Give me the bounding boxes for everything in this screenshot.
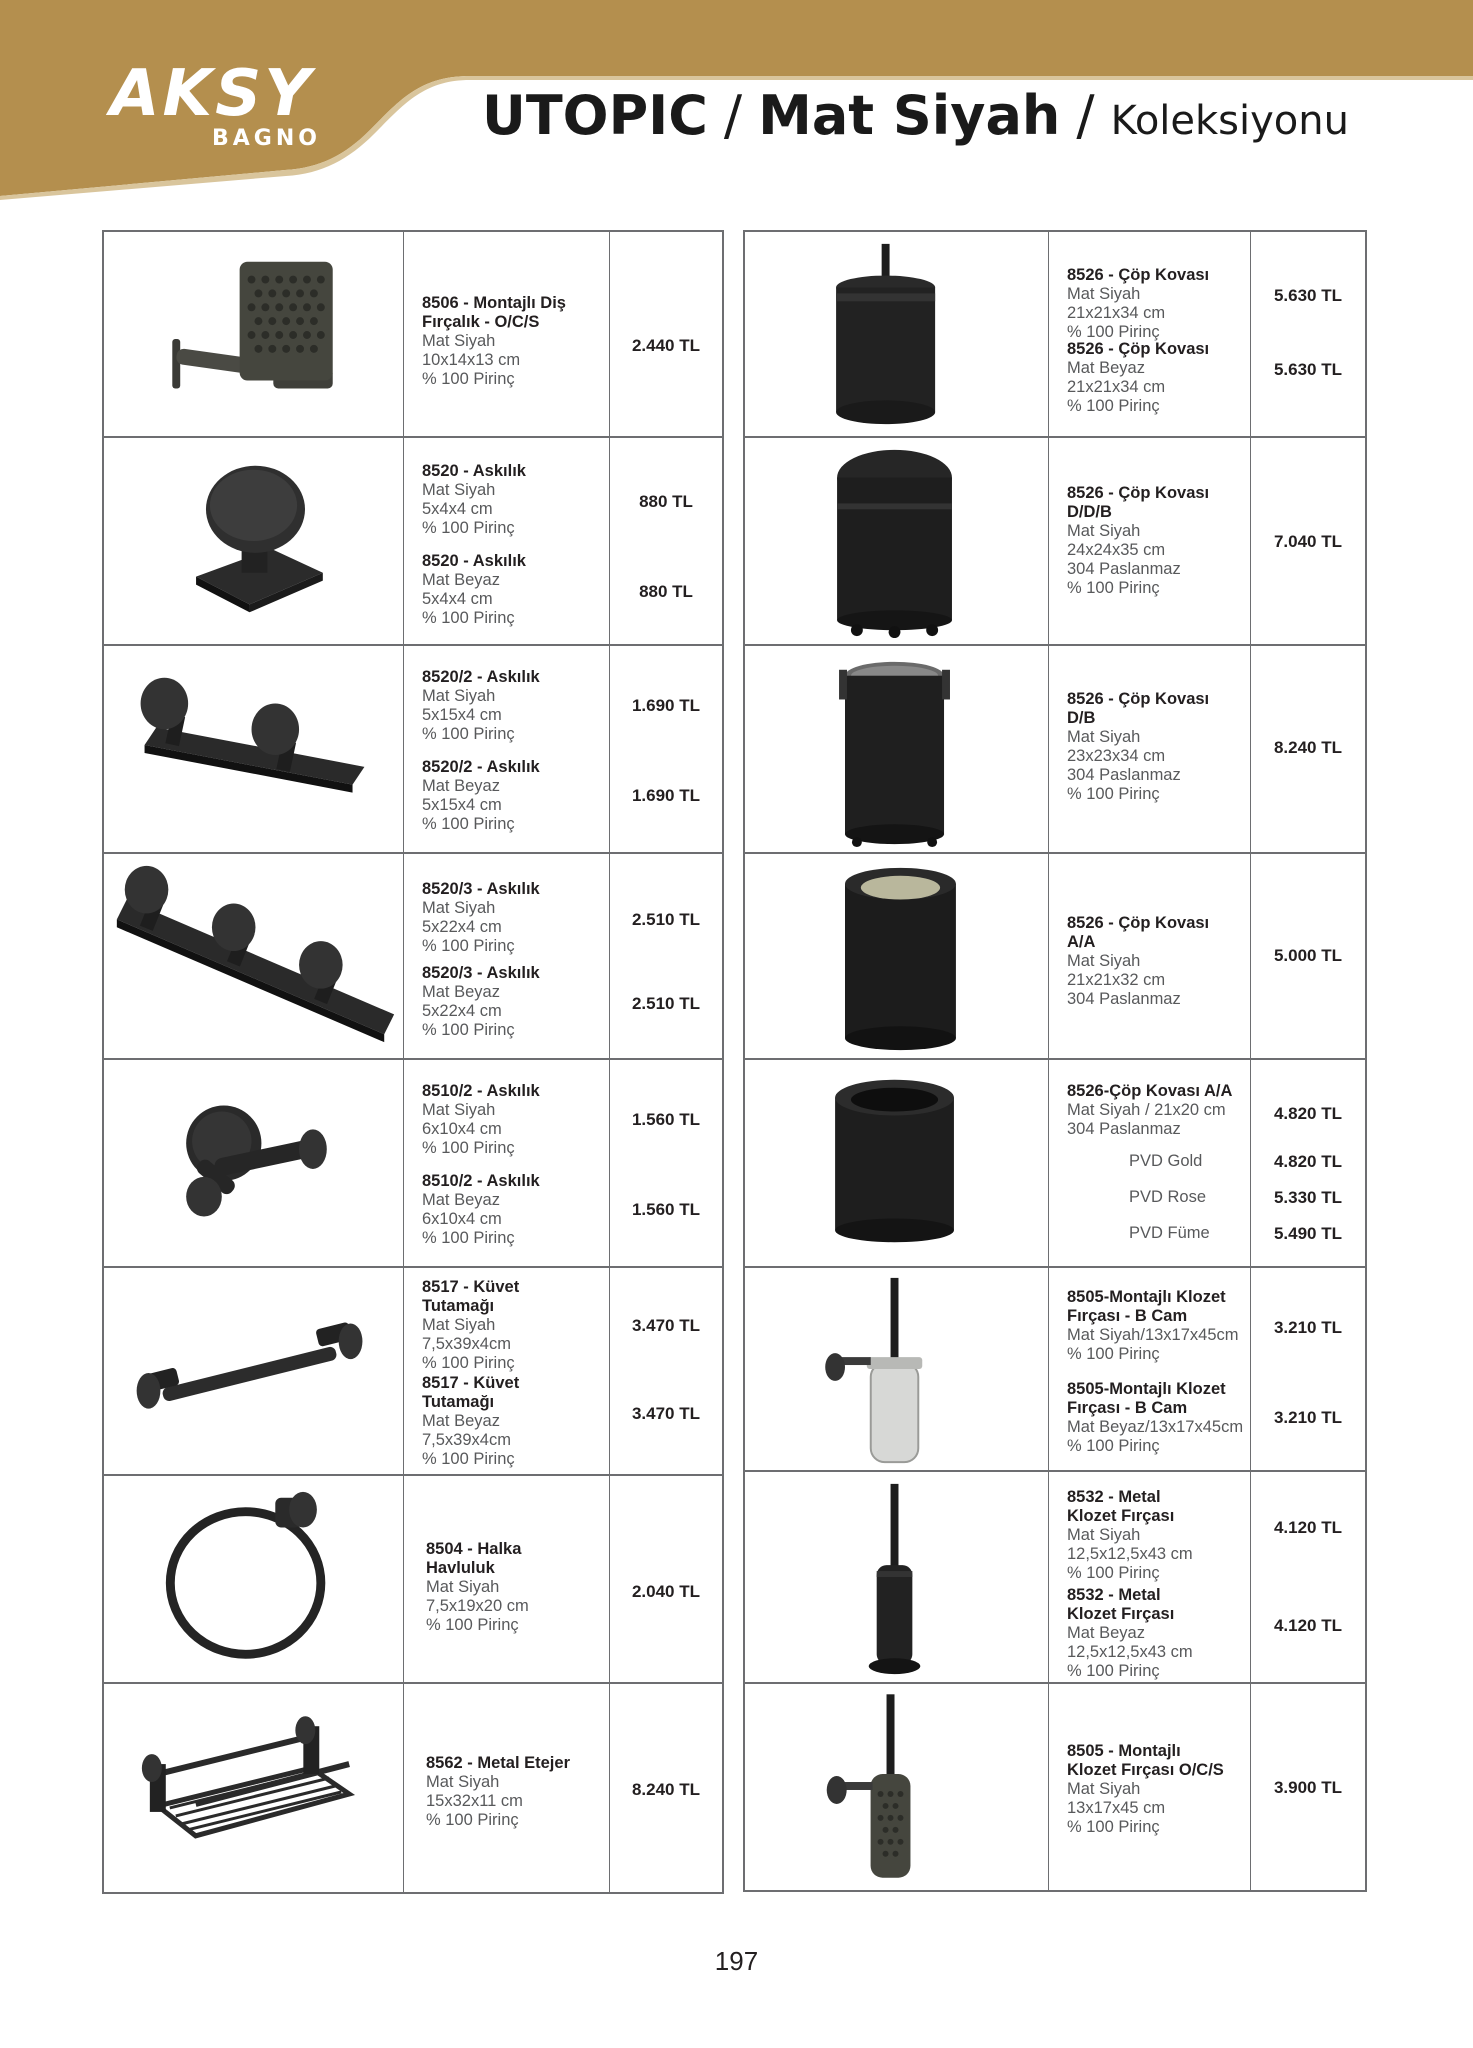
- product-price-cell: [1251, 232, 1365, 436]
- product-price: 2.510 TL: [631, 910, 701, 929]
- product-finish: Mat Siyah: [422, 899, 496, 917]
- product-text-cell: [404, 232, 610, 436]
- product-price: 1.690 TL: [631, 786, 701, 805]
- product-price: 8.240 TL: [1273, 738, 1343, 757]
- product-info: [1067, 484, 1246, 598]
- product-dimensions: 15x32x11 cm: [426, 1792, 523, 1810]
- brand-sub: BAGNO: [212, 126, 321, 151]
- product-finish: Mat Siyah: [1067, 1526, 1141, 1544]
- product-name: A/A: [1067, 933, 1096, 951]
- product-name: Klozet Fırçası: [1067, 1507, 1175, 1525]
- product-dimensions: 21x21x34 cm: [1067, 304, 1166, 322]
- variant-label: PVD Gold: [1129, 1152, 1203, 1170]
- product-dimensions: 6x10x4 cm: [422, 1120, 502, 1138]
- product-name: 8526 - Çöp Kovası: [1067, 340, 1210, 358]
- product-price: 3.470 TL: [631, 1404, 701, 1423]
- product-info: [1067, 1288, 1246, 1364]
- grab-bar-icon: [104, 1268, 403, 1474]
- product-price-cell: [610, 438, 722, 644]
- product-dimensions: 5x22x4 cm: [422, 1002, 502, 1020]
- product-material: % 100 Pirinç: [1067, 397, 1160, 415]
- product-finish: Mat Siyah: [422, 1101, 496, 1119]
- product-name: 8505-Montajlı Klozet: [1067, 1288, 1226, 1306]
- variant-label: PVD Rose: [1129, 1188, 1207, 1206]
- product-finish: Mat Siyah / 21x20 cm: [1067, 1101, 1226, 1119]
- product-material: % 100 Pirinç: [1067, 1345, 1160, 1363]
- product-finish: Mat Siyah: [1067, 285, 1141, 303]
- product-text-cell: [1049, 438, 1251, 644]
- product-info: [422, 964, 605, 1040]
- product-dimensions: 5x15x4 cm: [422, 796, 502, 814]
- product-dimensions: 5x4x4 cm: [422, 590, 493, 608]
- product-finish: Mat Beyaz: [1067, 359, 1145, 377]
- product-price: 5.000 TL: [1273, 946, 1343, 965]
- swing-lid-bin-icon: [745, 438, 1048, 644]
- towel-ring-icon: [104, 1476, 403, 1682]
- product-price: 3.470 TL: [631, 1316, 701, 1335]
- product-price-cell: [1251, 1472, 1365, 1682]
- product-finish: Mat Beyaz/13x17x45cm: [1067, 1418, 1244, 1436]
- freestanding-toilet-brush-icon: [745, 1472, 1048, 1682]
- product-row: [745, 232, 1365, 438]
- triple-hook-icon: [104, 854, 403, 1058]
- glass-toilet-brush-icon: [745, 1268, 1048, 1470]
- product-name: Fırçası - B Cam: [1067, 1399, 1188, 1417]
- product-material: 304 Paslanmaz: [1067, 766, 1181, 784]
- brand-logo: [100, 57, 340, 162]
- product-name: 8532 - Metal: [1067, 1488, 1161, 1506]
- product-text-cell: [1049, 1060, 1251, 1266]
- product-material: % 100 Pirinç: [422, 1021, 515, 1039]
- product-name: 8505 - Montajlı: [1067, 1742, 1181, 1760]
- product-text-cell: [404, 1060, 610, 1266]
- product-material: % 100 Pirinç: [422, 519, 515, 537]
- product-name: Tutamağı: [422, 1297, 495, 1315]
- product-info: [426, 1754, 605, 1830]
- product-row: [104, 438, 722, 646]
- product-price-cell: [1251, 854, 1365, 1058]
- robe-hook-icon: [104, 1060, 403, 1266]
- product-info: [1067, 690, 1246, 804]
- product-table-right: [743, 230, 1367, 1892]
- product-name: 8526 - Çöp Kovası: [1067, 690, 1210, 708]
- product-image: [745, 438, 1049, 644]
- product-row: [104, 232, 722, 438]
- product-text-cell: [1049, 854, 1251, 1058]
- product-row: [104, 1268, 722, 1476]
- product-finish: Mat Beyaz: [422, 1191, 500, 1209]
- product-finish: Mat Siyah: [422, 1316, 496, 1334]
- product-name: 8520/3 - Askılık: [422, 964, 540, 982]
- product-finish: Mat Siyah: [426, 1578, 500, 1596]
- page-header: [0, 0, 1473, 200]
- product-info: [422, 294, 605, 389]
- product-info: [1067, 340, 1246, 416]
- product-info: [422, 668, 605, 744]
- product-finish: Mat Siyah: [422, 481, 496, 499]
- product-name: 8506 - Montajlı Diş: [422, 294, 566, 312]
- product-material: % 100 Pirinç: [422, 370, 515, 388]
- product-image: [104, 1476, 404, 1682]
- page-title: [482, 84, 1349, 154]
- product-finish: Mat Siyah: [1067, 952, 1141, 970]
- product-name: 8526 - Çöp Kovası: [1067, 484, 1210, 502]
- product-price: 7.040 TL: [1273, 532, 1343, 551]
- product-material: % 100 Pirinç: [1067, 1437, 1160, 1455]
- product-row: [745, 854, 1365, 1060]
- product-price-cell: [610, 854, 722, 1058]
- product-info: [1067, 1742, 1246, 1837]
- product-finish: Mat Beyaz: [422, 983, 500, 1001]
- product-dimensions: 5x4x4 cm: [422, 500, 493, 518]
- product-name: 8510/2 - Askılık: [422, 1082, 540, 1100]
- product-material: % 100 Pirinç: [422, 725, 515, 743]
- open-bin-icon: [745, 854, 1048, 1058]
- product-info: [422, 1278, 605, 1373]
- product-text-cell: [404, 1268, 610, 1474]
- product-material: % 100 Pirinç: [426, 1616, 519, 1634]
- product-name: D/D/B: [1067, 503, 1112, 521]
- open-cylinder-bin-icon: [745, 1060, 1048, 1266]
- product-price-cell: [1251, 1268, 1365, 1470]
- product-name: 8526 - Çöp Kovası: [1067, 914, 1210, 932]
- product-price: 3.210 TL: [1273, 1318, 1343, 1337]
- product-name: 8517 - Küvet: [422, 1374, 520, 1392]
- double-hook-icon: [104, 646, 403, 852]
- product-name: Klozet Fırçası O/C/S: [1067, 1761, 1224, 1779]
- product-text-cell: [404, 438, 610, 644]
- product-finish: Mat Beyaz: [422, 1412, 500, 1430]
- product-price: 3.900 TL: [1273, 1778, 1343, 1797]
- product-material: % 100 Pirinç: [422, 815, 515, 833]
- product-image: [745, 1472, 1049, 1682]
- product-row: [104, 1476, 722, 1684]
- product-price: 880 TL: [639, 582, 693, 601]
- product-price: 1.560 TL: [631, 1110, 701, 1129]
- product-price-cell: [1251, 1684, 1365, 1890]
- product-material: 304 Paslanmaz: [1067, 1120, 1181, 1138]
- product-dimensions: 6x10x4 cm: [422, 1210, 502, 1228]
- product-price: 880 TL: [639, 492, 693, 511]
- product-row: [745, 646, 1365, 854]
- product-finish: Mat Beyaz: [422, 571, 500, 589]
- product-price: 1.690 TL: [631, 696, 701, 715]
- wall-toilet-brush-icon: [745, 1684, 1048, 1890]
- single-hook-icon: [104, 438, 403, 644]
- product-dimensions: 13x17x45 cm: [1067, 1799, 1166, 1817]
- product-material: % 100 Pirinç: [1067, 579, 1160, 597]
- product-image: [104, 438, 404, 644]
- product-info: [1067, 1082, 1246, 1139]
- product-finish: Mat Beyaz: [422, 777, 500, 795]
- product-row: [104, 646, 722, 854]
- product-price: 1.560 TL: [631, 1200, 701, 1219]
- product-row: [745, 1472, 1365, 1684]
- product-image: [745, 1060, 1049, 1266]
- product-row: [104, 1060, 722, 1268]
- product-image: [104, 1060, 404, 1266]
- product-info: [1067, 266, 1246, 342]
- finish-name: Mat Siyah: [758, 84, 1061, 147]
- product-finish: Mat Siyah: [422, 332, 496, 350]
- product-material: % 100 Pirinç: [422, 937, 515, 955]
- product-price-cell: [1251, 438, 1365, 644]
- product-dimensions: 5x22x4 cm: [422, 918, 502, 936]
- product-name: D/B: [1067, 709, 1096, 727]
- product-material: 304 Paslanmaz: [1067, 990, 1181, 1008]
- product-text-cell: [1049, 1684, 1251, 1890]
- product-image: [745, 646, 1049, 852]
- product-price-cell: [610, 1060, 722, 1266]
- brand-name: AKSY: [110, 57, 314, 131]
- product-dimensions: 21x21x34 cm: [1067, 378, 1166, 396]
- product-dimensions: 12,5x12,5x43 cm: [1067, 1545, 1193, 1563]
- product-image: [104, 646, 404, 852]
- product-name: Fırçalık - O/C/S: [422, 313, 540, 331]
- product-row: [745, 1268, 1365, 1472]
- product-material: % 100 Pirinç: [426, 1811, 519, 1829]
- variant-price: 4.820 TL: [1273, 1152, 1343, 1171]
- product-price: 4.820 TL: [1273, 1104, 1343, 1123]
- product-image: [104, 854, 404, 1058]
- product-name: 8520/2 - Askılık: [422, 668, 540, 686]
- product-info: [1067, 1488, 1246, 1583]
- product-price: 5.630 TL: [1273, 360, 1343, 379]
- product-price: 3.210 TL: [1273, 1408, 1343, 1427]
- product-row: [745, 1060, 1365, 1268]
- product-name: 8505-Montajlı Klozet: [1067, 1380, 1226, 1398]
- product-info: [1067, 1586, 1246, 1681]
- product-row: [745, 1684, 1365, 1890]
- product-material: % 100 Pirinç: [422, 1354, 515, 1372]
- product-info: [422, 1082, 605, 1158]
- variant-price: 5.490 TL: [1273, 1224, 1343, 1243]
- product-text-cell: [1049, 646, 1251, 852]
- product-row: [745, 438, 1365, 646]
- product-price: 4.120 TL: [1273, 1616, 1343, 1635]
- product-material: % 100 Pirinç: [422, 609, 515, 627]
- product-info: [422, 1374, 605, 1469]
- product-info: [422, 758, 605, 834]
- product-info: [422, 1172, 605, 1248]
- product-row: [104, 854, 722, 1060]
- product-dimensions: 21x21x32 cm: [1067, 971, 1166, 989]
- product-price-cell: [610, 646, 722, 852]
- product-name: Klozet Fırçası: [1067, 1605, 1175, 1623]
- product-material: % 100 Pirinç: [1067, 1564, 1160, 1582]
- product-name: 8562 - Metal Etejer: [426, 1754, 570, 1772]
- product-dimensions: 23x23x34 cm: [1067, 747, 1166, 765]
- product-image: [104, 1684, 404, 1892]
- product-info: [422, 462, 605, 538]
- collection-name: UTOPIC: [482, 84, 708, 147]
- product-material: % 100 Pirinç: [1067, 323, 1160, 341]
- trash-bin-icon: [745, 232, 1048, 436]
- product-material: % 100 Pirinç: [422, 1229, 515, 1247]
- product-price-cell: [610, 1476, 722, 1682]
- product-name: 8510/2 - Askılık: [422, 1172, 540, 1190]
- metal-shelf-icon: [104, 1684, 403, 1892]
- product-finish: Mat Siyah: [422, 687, 496, 705]
- product-info: [1067, 1380, 1246, 1456]
- product-dimensions: 24x24x35 cm: [1067, 541, 1166, 559]
- product-price: 8.240 TL: [631, 1780, 701, 1799]
- product-name: Havluluk: [426, 1559, 495, 1577]
- product-price: 2.040 TL: [631, 1582, 701, 1601]
- product-image: [104, 232, 404, 436]
- product-info: [422, 552, 605, 628]
- product-name: Tutamağı: [422, 1393, 495, 1411]
- product-material: 304 Paslanmaz: [1067, 560, 1181, 578]
- product-finish: Mat Siyah: [1067, 728, 1141, 746]
- handled-bin-icon: [745, 646, 1048, 852]
- product-row: [104, 1684, 722, 1892]
- product-name: 8532 - Metal: [1067, 1586, 1161, 1604]
- product-image: [745, 854, 1049, 1058]
- product-material: % 100 Pirinç: [1067, 1818, 1160, 1836]
- product-finish: Mat Siyah/13x17x45cm: [1067, 1326, 1239, 1344]
- product-text-cell: [404, 854, 610, 1058]
- product-name: Fırçası - B Cam: [1067, 1307, 1188, 1325]
- product-material: % 100 Pirinç: [422, 1139, 515, 1157]
- product-price-cell: [610, 232, 722, 436]
- product-dimensions: 5x15x4 cm: [422, 706, 502, 724]
- product-text-cell: [404, 1476, 610, 1682]
- product-dimensions: 7,5x39x4cm: [422, 1335, 511, 1353]
- title-separator: /: [1076, 84, 1095, 147]
- product-finish: Mat Siyah: [1067, 1780, 1141, 1798]
- product-name: 8520/2 - Askılık: [422, 758, 540, 776]
- product-material: % 100 Pirinç: [422, 1450, 515, 1468]
- product-name: 8526 - Çöp Kovası: [1067, 266, 1210, 284]
- page-number: 197: [714, 1946, 759, 1976]
- product-name: 8504 - Halka: [426, 1540, 522, 1558]
- product-price-cell: [1251, 646, 1365, 852]
- title-suffix: Koleksiyonu: [1110, 98, 1349, 144]
- title-separator: /: [723, 84, 743, 147]
- product-image: [745, 1684, 1049, 1890]
- product-finish: Mat Siyah: [426, 1773, 500, 1791]
- product-material: % 100 Pirinç: [1067, 1662, 1160, 1680]
- product-name: 8520/3 - Askılık: [422, 880, 540, 898]
- product-price-cell: [610, 1268, 722, 1474]
- product-price: 2.510 TL: [631, 994, 701, 1013]
- toothbrush-holder-icon: [104, 232, 403, 436]
- product-text-cell: [1049, 232, 1251, 436]
- product-info: [426, 1540, 605, 1635]
- product-finish: Mat Beyaz: [1067, 1624, 1145, 1642]
- product-image: [745, 232, 1049, 436]
- product-text-cell: [404, 646, 610, 852]
- product-price: 5.630 TL: [1273, 286, 1343, 305]
- product-image: [745, 1268, 1049, 1470]
- product-finish: Mat Siyah: [1067, 522, 1141, 540]
- product-price: 4.120 TL: [1273, 1518, 1343, 1537]
- product-name: 8520 - Askılık: [422, 552, 526, 570]
- product-text-cell: [404, 1684, 610, 1892]
- variant-price: 5.330 TL: [1273, 1188, 1343, 1207]
- product-image: [104, 1268, 404, 1474]
- product-price-cell: [610, 1684, 722, 1892]
- product-material: % 100 Pirinç: [1067, 785, 1160, 803]
- product-dimensions: 7,5x19x20 cm: [426, 1597, 529, 1615]
- product-info: [422, 880, 605, 956]
- product-dimensions: 7,5x39x4cm: [422, 1431, 511, 1449]
- product-dimensions: 12,5x12,5x43 cm: [1067, 1643, 1193, 1661]
- product-text-cell: [1049, 1268, 1251, 1470]
- product-table-left: [102, 230, 724, 1894]
- product-info: [1067, 914, 1246, 1009]
- product-dimensions: 10x14x13 cm: [422, 351, 521, 369]
- product-price: 2.440 TL: [631, 336, 701, 355]
- variant-label: PVD Füme: [1129, 1224, 1210, 1242]
- product-name: 8517 - Küvet: [422, 1278, 520, 1296]
- product-price-cell: [1251, 1060, 1365, 1266]
- product-text-cell: [1049, 1472, 1251, 1682]
- product-name: 8526-Çöp Kovası A/A: [1067, 1082, 1233, 1100]
- product-name: 8520 - Askılık: [422, 462, 526, 480]
